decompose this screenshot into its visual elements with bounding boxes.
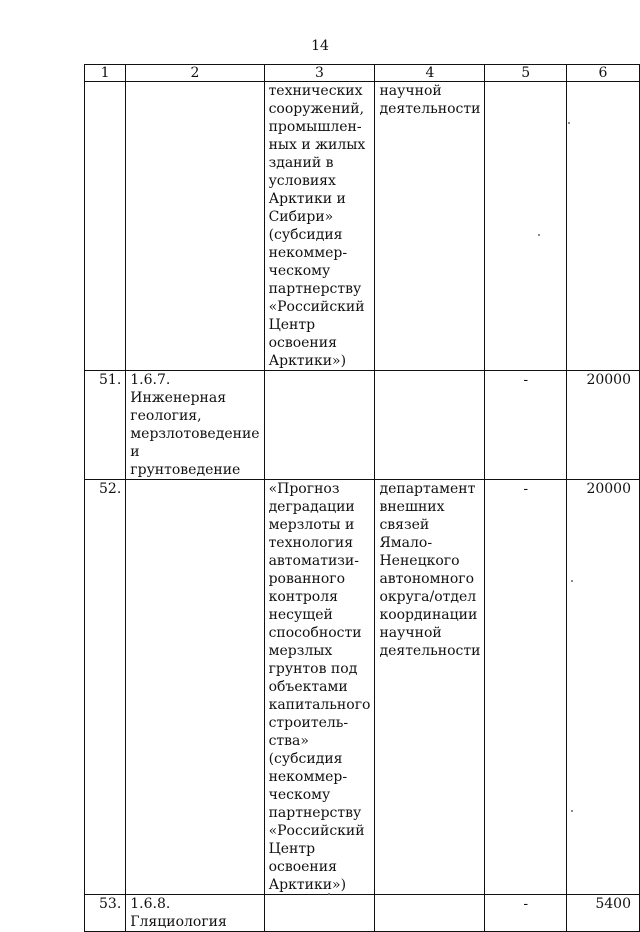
row-topic (264, 895, 375, 932)
row-executor: департамент внешних связей Ямало- Ненецкого автономного округа/отдел координации научной деятельности (375, 480, 485, 895)
row-number: 52. (85, 480, 126, 895)
header-cell-6: 6 (567, 65, 640, 82)
budget-table (84, 64, 640, 932)
row-topic (264, 371, 375, 480)
row-amount: 20000 (567, 371, 640, 480)
row-executor (375, 895, 485, 932)
row-section (126, 82, 264, 371)
row-section (126, 480, 264, 895)
row-number (85, 82, 126, 371)
scan-speck (568, 122, 570, 124)
scan-speck (328, 893, 330, 895)
row-col5: - (485, 371, 567, 480)
table-row (85, 371, 640, 480)
row-amount: 5400 (567, 895, 640, 932)
row-executor (375, 371, 485, 480)
scan-speck (538, 234, 540, 236)
row-number: 51. (85, 371, 126, 480)
row-executor: научной деятельности (375, 82, 485, 371)
row-number: 53. (85, 895, 126, 932)
table-row (85, 895, 640, 932)
row-section: 1.6.7. Инженерная геология, мерзлотоведение и грунтоведение (126, 371, 264, 480)
header-cell-2: 2 (126, 65, 264, 82)
row-col5: - (485, 480, 567, 895)
row-topic: «Прогноз деградации мерзлоты и технология автоматизи- рованного контроля несущей способности мерзлых грунтов под объектами капитального строитель- ства» (субсидия некоммер- ческому партнерству «Российский Центр освоения Арктики») (264, 480, 375, 895)
row-col5: - (485, 895, 567, 932)
header-cell-5: 5 (485, 65, 567, 82)
table-row (85, 480, 640, 895)
row-section: 1.6.8. Гляциология (126, 895, 264, 932)
row-amount: 20000 (567, 480, 640, 895)
row-amount (567, 82, 640, 371)
header-cell-3: 3 (264, 65, 375, 82)
header-cell-1: 1 (85, 65, 126, 82)
table-row (85, 82, 640, 371)
header-cell-4: 4 (375, 65, 485, 82)
page-number: 14 (311, 38, 329, 54)
scan-speck (571, 580, 573, 582)
row-topic: технических сооружений, промышлен- ных и жилых зданий в условиях Арктики и Сибири» (субсидия некоммер- ческому партнерству «Российский Центр освоения Арктики») (264, 82, 375, 371)
table-header-row (85, 65, 640, 82)
scan-speck (571, 810, 573, 812)
row-col5 (485, 82, 567, 371)
